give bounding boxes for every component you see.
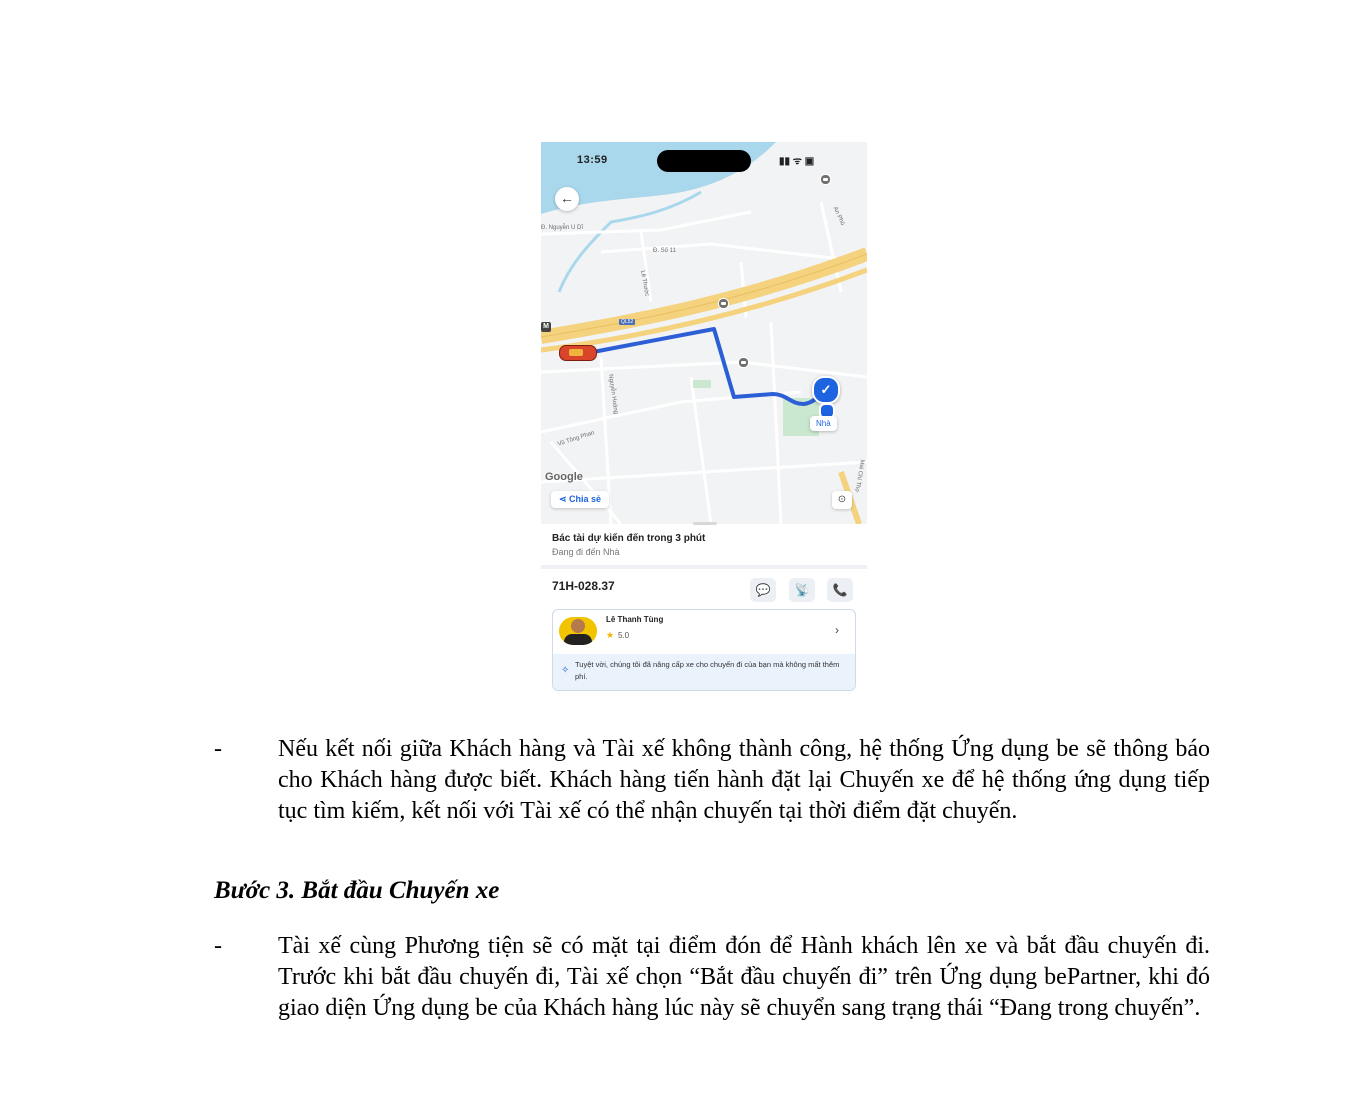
status-icons: ▮▮ ᯤ ▣	[779, 156, 815, 167]
minor-streets	[541, 202, 867, 524]
paragraph: Nếu kết nối giữa Khách hàng và Tài xế không thành công, hệ thống Ứng dụng be sẽ thông báo cho Khách hàng được biết. Khách hàng tiến hành đặt lại Chuyến xe để hệ thống ứng dụng tiếp tục tìm kiếm, kết nối với Tài xế có thể nhận chuyến tại thời điểm đặt chuyến.	[278, 736, 1210, 824]
back-button[interactable]: ←	[555, 187, 579, 211]
street-label: Đ. Số 11	[653, 248, 676, 254]
bullet: -	[214, 736, 222, 762]
voip-call-icon[interactable]: 📡	[789, 578, 815, 602]
promo-text: Tuyệt vời, chúng tôi đã nâng cấp xe cho chuyến đi của bạn mà không mất thêm phí.	[575, 660, 840, 681]
app-screenshot	[541, 142, 867, 710]
chat-icon[interactable]: 💬	[750, 578, 776, 602]
license-plate: 71H-028.37	[552, 579, 615, 593]
driver-car-icon	[559, 345, 597, 361]
share-button[interactable]	[551, 491, 609, 508]
street-label: Vũ Tông Phan	[557, 430, 596, 448]
park-2	[693, 380, 711, 388]
section-heading: Bước 3. Bắt đầu Chuyến xe	[214, 877, 500, 904]
street-label: Mai Chí Thọ	[853, 458, 865, 493]
phone-icon[interactable]: 📞	[827, 578, 853, 602]
driver-rating: 5.0	[618, 631, 630, 640]
eta-title: Bác tài dự kiến đến trong 3 phút	[552, 533, 706, 544]
map-drawing	[541, 142, 867, 524]
sheet-handle[interactable]	[693, 522, 717, 525]
google-logo: Google	[545, 471, 583, 483]
star-icon: ★	[606, 630, 615, 640]
road-badge: QL52	[621, 319, 634, 325]
poi-icon	[718, 298, 729, 309]
eta-subtitle: Đang đi đến Nhà	[552, 547, 620, 557]
highway	[541, 254, 867, 337]
street-label: Đ. Nguyễn U Dĩ	[541, 225, 584, 231]
street-label: An Phú	[831, 206, 846, 227]
bullet: -	[214, 933, 222, 959]
chevron-right-icon[interactable]: ›	[835, 623, 839, 637]
avatar	[559, 617, 597, 645]
destination-label[interactable]: Nhà	[810, 416, 837, 431]
sparkle-icon: ✧	[561, 665, 570, 676]
promo-banner	[553, 654, 855, 690]
share-icon: ⋖	[559, 494, 570, 504]
driver-card[interactable]	[552, 609, 856, 691]
canal	[559, 192, 701, 292]
poi-icon	[820, 174, 831, 185]
metro-badge: M	[541, 322, 551, 332]
status-time: 13:59	[577, 154, 608, 166]
map-view[interactable]	[541, 142, 867, 524]
divider	[541, 565, 867, 569]
street-label: Lê Thước	[639, 270, 650, 297]
share-label: Chia sẻ	[569, 494, 602, 504]
street-label: Nguyễn Hoàng	[607, 374, 619, 415]
poi-icon	[738, 357, 749, 368]
driver-name: Lê Thanh Tùng	[606, 615, 664, 624]
camera-notch	[657, 150, 751, 172]
destination-icon: ✓	[812, 376, 840, 404]
locate-icon[interactable]: ⊙	[832, 491, 852, 509]
paragraph: Tài xế cùng Phương tiện sẽ có mặt tại điểm đón để Hành khách lên xe và bắt đầu chuyến đi. Trước khi bắt đầu chuyến đi, Tài xế chọn “Bắt đầu chuyến đi” trên Ứng dụng bePartner, khi đó giao diện Ứng dụng be của Khách hàng lúc này sẽ chuyển sang trạng thái “Đang trong chuyến”.	[278, 933, 1210, 1021]
